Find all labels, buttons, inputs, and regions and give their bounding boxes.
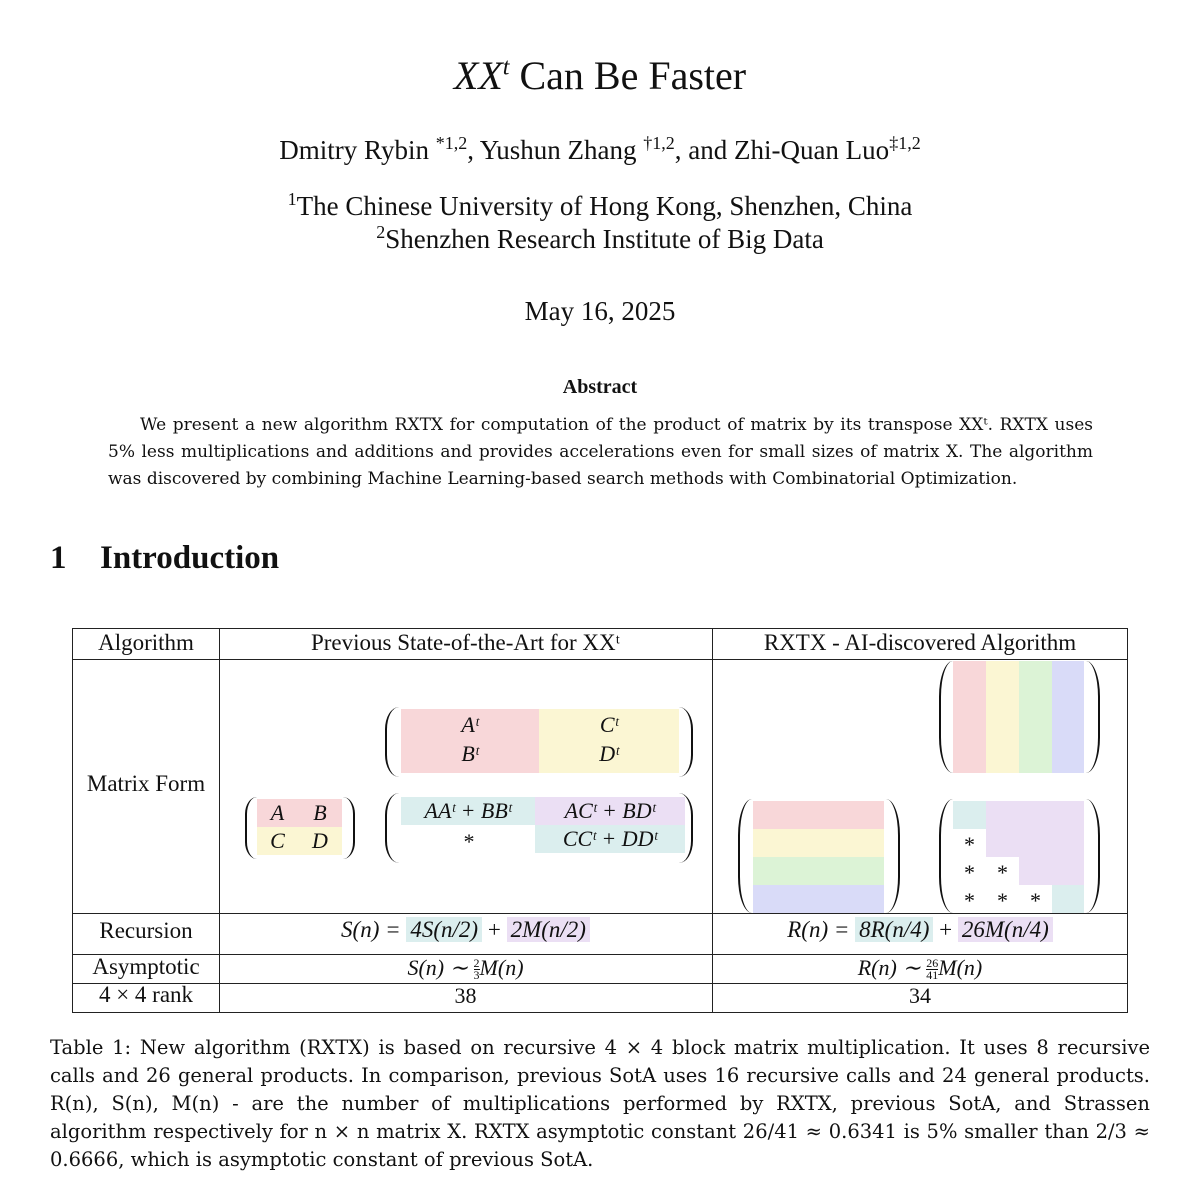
rxtx-column-green (1019, 661, 1052, 773)
rxtx-row-blue (753, 885, 884, 913)
affiliation-2 (0, 222, 1200, 255)
right-paren (1086, 661, 1100, 773)
prev-asym-numerator: 2 (473, 956, 480, 971)
row-label-asymptotic: Asymptotic (92, 954, 200, 979)
prev-asym-rhs: M(n) (479, 955, 524, 980)
rxtx-recursion-lhs: R(n) = (787, 917, 850, 942)
right-paren (679, 793, 693, 863)
title-superscript: t (502, 54, 510, 81)
prev-asym-lhs: S(n) ∼ (407, 955, 469, 980)
rxtx-recursion-term-2: 26M(n/4) (958, 917, 1053, 942)
left-paren (738, 799, 752, 913)
rxtx-column-yellow (986, 661, 1019, 773)
abstract-text: We present a new algorithm RXTX for computation of the product of matrix by its transpose XXᵗ. RXTX uses 5% less multiplications and additions and provides accelerations even for small sizes of matrix X. The algorithm was discovered by combining Machine Learning-based search methods with Combinatorial Optimization. (108, 415, 1093, 489)
symmetric-star: * (997, 860, 1008, 885)
right-paren (886, 799, 900, 913)
block-label: Dᵗ (599, 741, 619, 766)
prev-recursion (219, 917, 712, 943)
symmetric-star: * (964, 888, 975, 913)
author-zhang: , Yushun Zhang (467, 135, 637, 165)
affiliation-2-text: Shenzhen Research Institute of Big Data (385, 224, 824, 254)
rxtx-asym-numerator: 26 (926, 956, 939, 971)
block-label: C (270, 828, 285, 853)
prev-rank: 38 (454, 983, 477, 1008)
result-block-diagonal (953, 801, 986, 829)
symmetric-star: * (964, 860, 975, 885)
result-block-upper (986, 801, 1084, 829)
rxtx-asym-lhs: R(n) ∼ (857, 955, 921, 980)
section-title: Introduction (100, 540, 280, 576)
author-list (0, 133, 1200, 166)
table-caption: Table 1: New algorithm (RXTX) is based on recursive 4 × 4 block matrix multiplication. It uses 8 recursive calls and 26 general products. In comparison, previous SotA uses 16 recursive calls and 24 general products. R(n), S(n), M(n) - are the number of multiplications performed by RXTX, previous SotA, and Strassen algorithm respectively for n × n matrix X. RXTX asymptotic constant 26/41 ≈ 0.6341 is 5% smaller than 2/3 ≈ 0.6666, which is asymptotic constant of previous SotA. (50, 1036, 1150, 1171)
rxtx-column-red (953, 661, 986, 773)
abstract-heading: Abstract (562, 376, 638, 398)
left-paren (939, 661, 953, 773)
block-label: A (270, 800, 285, 825)
symmetric-star: * (1030, 888, 1041, 913)
author-zhang-marks: †1,2 (643, 133, 675, 153)
rxtx-recursion-plus: + (939, 917, 953, 942)
block-label: CCᵗ + DDᵗ (562, 826, 658, 851)
block-label: Aᵗ (461, 712, 479, 737)
header-previous-sota: Previous State-of-the-Art for XXᵗ (310, 630, 621, 655)
left-paren (385, 707, 399, 777)
rxtx-asymptotic (712, 955, 1128, 981)
block-label: D (312, 828, 328, 853)
rxtx-asym-rhs: M(n) (938, 955, 983, 980)
block-label: Cᵗ (599, 712, 619, 737)
rxtx-row-yellow (753, 829, 884, 857)
block-label: Bᵗ (461, 741, 479, 766)
header-algorithm: Algorithm (98, 630, 194, 655)
affiliation-1 (0, 189, 1200, 222)
rxtx-asym-fraction (926, 958, 938, 981)
comparison-table (72, 628, 1128, 1013)
header-rxtx: RXTX - AI-discovered Algorithm (763, 630, 1077, 655)
rxtx-rank: 34 (909, 983, 931, 1008)
left-paren (245, 797, 257, 859)
publication-date: May 16, 2025 (524, 296, 676, 326)
right-paren (1086, 799, 1100, 913)
left-paren (939, 799, 953, 913)
title-text: Can Be Faster (519, 53, 747, 98)
rxtx-row-red (753, 801, 884, 829)
author-luo: , and Zhi-Quan Luo (674, 135, 890, 165)
symmetric-star: * (997, 888, 1008, 913)
table-rule (73, 659, 1127, 660)
title-math: XX (453, 53, 503, 98)
row-label-recursion: Recursion (99, 918, 193, 943)
rxtx-asym-denominator: 41 (926, 968, 939, 983)
prev-asym-denominator: 3 (473, 968, 480, 983)
affiliation-1-text: The Chinese University of Hong Kong, Shenzhen, China (296, 191, 913, 221)
right-paren (679, 707, 693, 777)
author-luo-marks: ‡1,2 (889, 133, 921, 153)
paper-title (0, 52, 1200, 99)
author-rybin-marks: *1,2 (435, 133, 468, 153)
affiliation-1-marker: 1 (287, 189, 297, 209)
result-block-upper (986, 829, 1084, 857)
rxtx-column-blue (1052, 661, 1084, 773)
left-paren (385, 793, 399, 863)
prev-recursion-term-2: 2M(n/2) (507, 917, 590, 942)
prev-asymptotic (219, 955, 712, 981)
prev-recursion-lhs: S(n) = (341, 917, 401, 942)
block-label: ACᵗ + BDᵗ (564, 798, 656, 823)
block-label: B (313, 800, 327, 825)
prev-recursion-plus: + (487, 917, 501, 942)
block-label: AAᵗ + BBᵗ (424, 798, 512, 823)
affiliation-2-marker: 2 (376, 222, 386, 242)
section-number: 1 (50, 540, 67, 576)
right-paren (343, 797, 355, 859)
rxtx-recursion-term-1: 8R(n/4) (855, 917, 933, 942)
rxtx-recursion (712, 917, 1128, 943)
rxtx-row-green (753, 857, 884, 885)
row-label-rank: 4 × 4 rank (98, 982, 194, 1007)
block-label: * (462, 829, 474, 854)
prev-recursion-term-1: 4S(n/2) (406, 917, 482, 942)
result-block-upper (1019, 857, 1084, 885)
author-rybin: Dmitry Rybin (279, 135, 429, 165)
symmetric-star: * (964, 832, 975, 857)
section-heading (50, 540, 279, 577)
row-label-matrix-form: Matrix Form (86, 771, 206, 796)
result-block-diagonal (1052, 885, 1084, 913)
